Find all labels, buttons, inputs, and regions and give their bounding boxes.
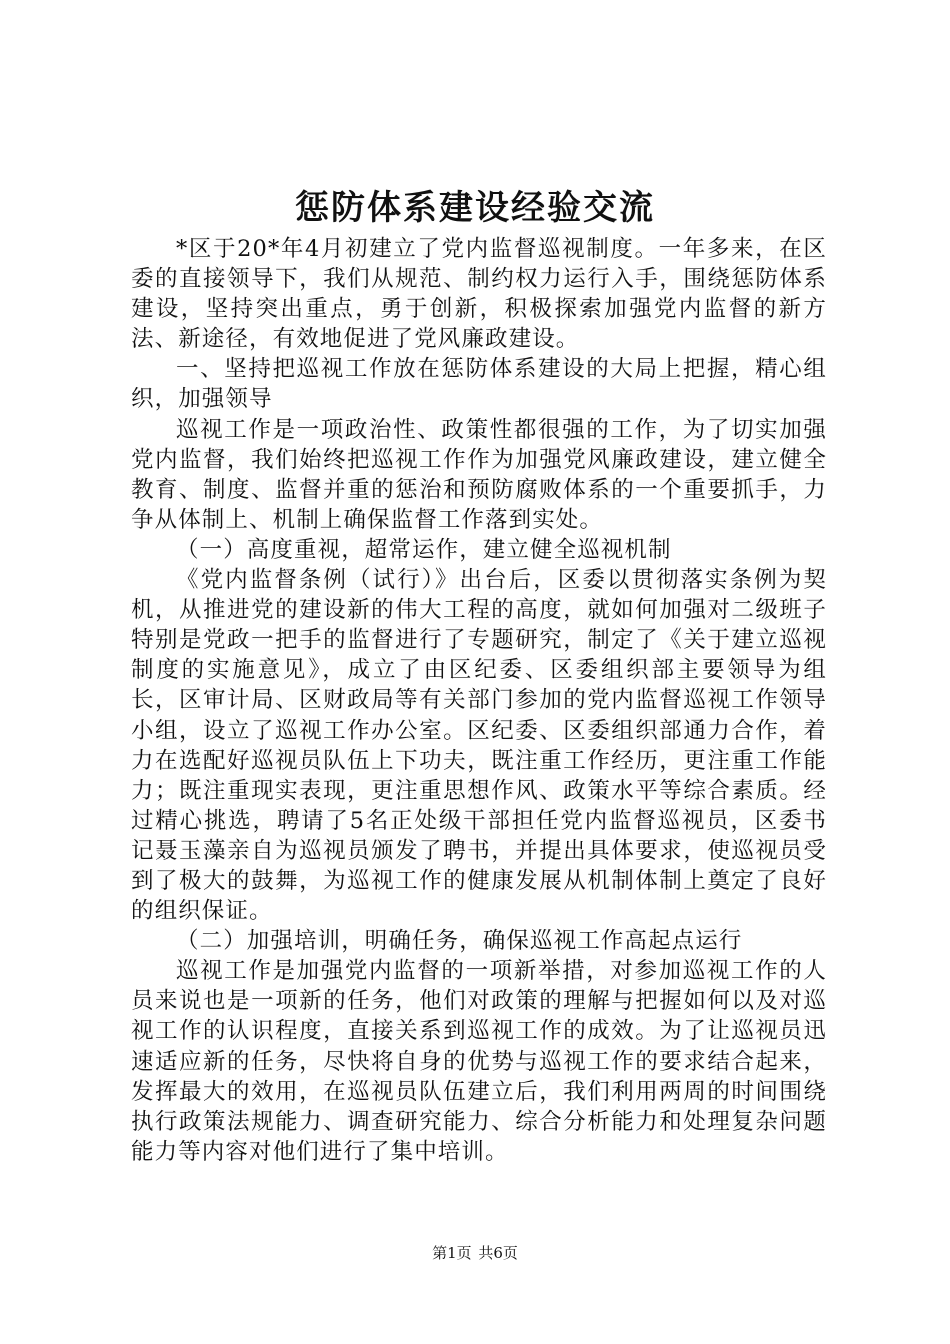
- document-title: 惩防体系建设经验交流: [295, 188, 655, 228]
- paragraph-subsection-2: 巡视工作是加强党内监督的一项新举措，对参加巡视工作的人员来说也是一项新的任务，他们对政策的理解与把握如何以及对巡视工作的认识程度，直接关系到巡视工作的成效。为了让巡视员迅速适应新的任务，尽快将自身的优势与巡视工作的要求结合起来，发挥最大的效用，在巡视员队伍建立后，我们利用两周的时间围绕执行政策法规能力、调查研究能力、综合分析能力和处理复杂问题能力等内容对他们进行了集中培训。: [131, 958, 827, 1165]
- page-number: 第1页: [432, 1244, 472, 1262]
- page-footer: [0, 1243, 950, 1263]
- heading-subsection-1: （一）高度重视，超常运作，建立健全巡视机制: [176, 536, 672, 563]
- page-total: 共6页: [478, 1244, 518, 1262]
- paragraph-intro: *区于20*年4月初建立了党内监督巡视制度。一年多来，在区委的直接领导下，我们从规范、制约权力运行入手，围绕惩防体系建设，坚持突出重点，勇于创新，积极探索加强党内监督的新方法、新途径，有效地促进了党风廉政建设。: [131, 236, 827, 353]
- document-body: [131, 234, 827, 1167]
- paragraph-subsection-1: 《党内监督条例（试行）》出台后，区委以贯彻落实条例为契机，从推进党的建设新的伟大工程的高度，就如何加强对二级班子特别是党政一把手的监督进行了专题研究，制定了《关于建立巡视制度的实施意见》，成立了由区纪委、区委组织部主要领导为组长，区审计局、区财政局等有关部门参加的党内监督巡视工作领导小组，设立了巡视工作办公室。区纪委、区委组织部通力合作，着力在选配好巡视员队伍上下功夫，既注重工作经历，更注重工作能力；既注重现实表现，更注重思想作风、政策水平等综合素质。经过精心挑选，聘请了5名正处级干部担任党内监督巡视员，区委书记聂玉藻亲自为巡视员颁发了聘书，并提出具体要求，使巡视员受到了极大的鼓舞，为巡视工作的健康发展从机制体制上奠定了良好的组织保证。: [131, 567, 827, 925]
- paragraph-section-1: 巡视工作是一项政治性、政策性都很强的工作，为了切实加强党内监督，我们始终把巡视工作作为加强党风廉政建设，建立健全教育、制度、监督并重的惩治和预防腐败体系的一个重要抓手，力争从体制上、机制上确保监督工作落到实处。: [131, 416, 827, 533]
- heading-subsection-2: （二）加强培训，明确任务，确保巡视工作高起点运行: [176, 928, 743, 955]
- heading-section-1: 一、坚持把巡视工作放在惩防体系建设的大局上把握，精心组织，加强领导: [131, 356, 827, 413]
